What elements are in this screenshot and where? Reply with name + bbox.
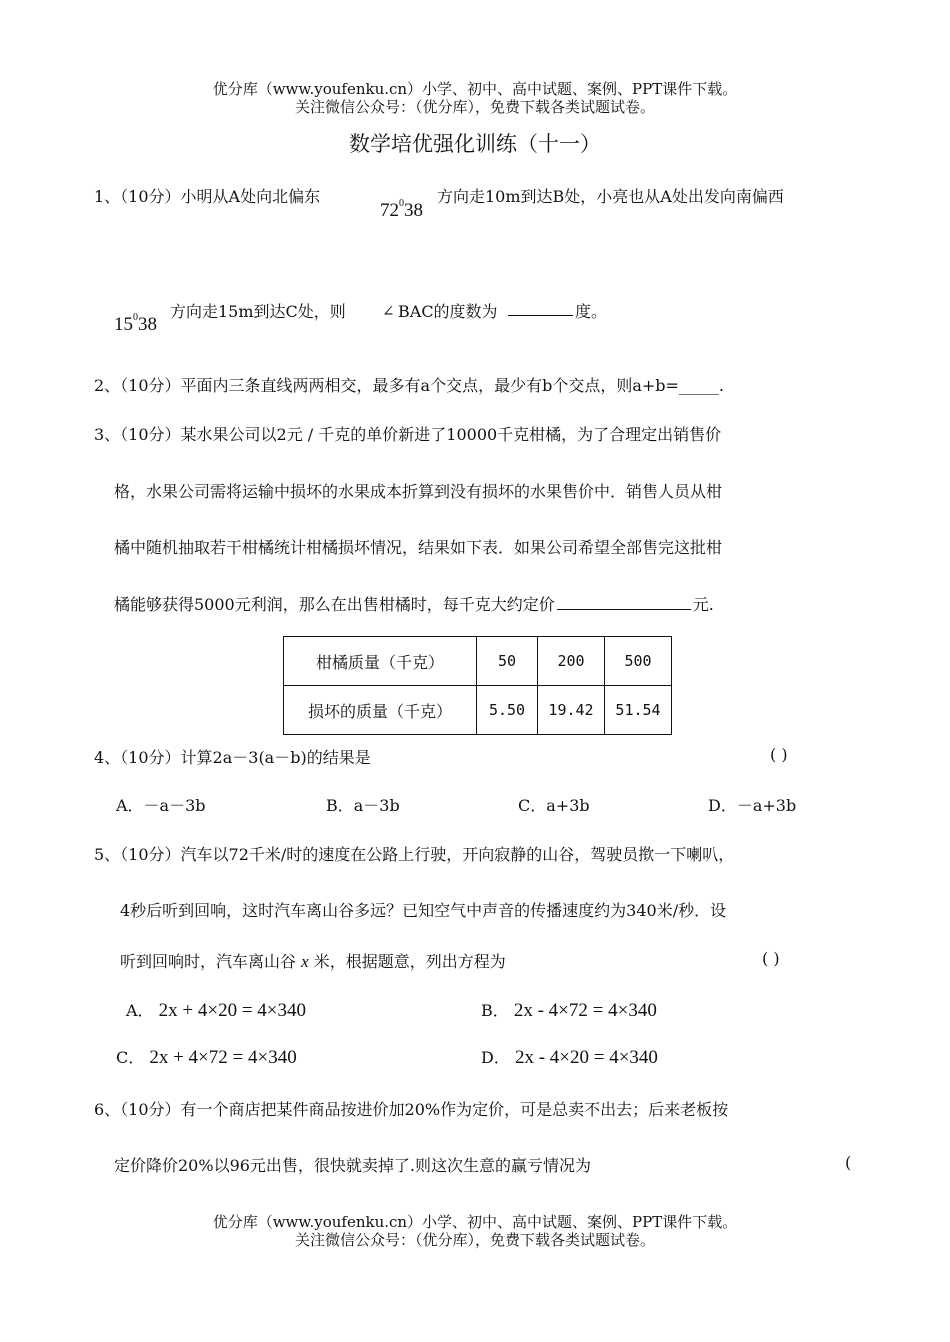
table-cell: 500 [605, 637, 672, 686]
q5-option-a [126, 998, 306, 1022]
table-cell: 损坏的质量（千克） [284, 686, 477, 735]
q4-option-a: A．－a－3b [116, 796, 206, 815]
q1-text-d: BAC的度数为 [398, 302, 498, 321]
header-line-1: 优分库（www.youfenku.cn）小学、初中、高中试题、案例、PPT课件下载。 [212, 80, 738, 98]
q1-angle-2-sup: 0 [133, 312, 138, 323]
q5-option-d [481, 1045, 658, 1069]
q6-line-1: 6、（10分）有一个商店把某件商品按进价加20%作为定价，可是总卖不出去；后来老板按 [94, 1100, 729, 1119]
q5-option-b-expr: 2x - 4×72 = 4×340 [513, 1000, 657, 1021]
q1-text-a: 1、（10分）小明从A处向北偏东 [94, 187, 321, 206]
q3-line-4b: 元. [692, 595, 714, 614]
q6-line-2: 定价降价20%以96元出售，很快就卖掉了.则这次生意的赢亏情况为 [114, 1156, 592, 1175]
q1-text-e: 度。 [575, 302, 608, 321]
table-cell: 19.42 [538, 686, 605, 735]
q5-line-3a: 听到回响时，汽车离山谷 [120, 952, 297, 971]
table-cell: 50 [477, 637, 538, 686]
q1-angle-1-min: 38 [404, 200, 423, 221]
table-cell: 51.54 [605, 686, 672, 735]
q3-line-1: 3、（10分）某水果公司以2元 / 千克的单价新进了10000千克柑橘，为了合理定出销售价 [94, 425, 722, 444]
q5-option-d-expr: 2x - 4×20 = 4×340 [514, 1047, 658, 1068]
table-row [284, 637, 672, 686]
table-cell: 柑橘质量（千克） [284, 637, 477, 686]
table-row [284, 686, 672, 735]
table-cell: 200 [538, 637, 605, 686]
footer-line-2: 关注微信公众号：（优分库），免费下载各类试题试卷。 [294, 1231, 655, 1249]
angle-sign-icon: ∠ [382, 302, 395, 320]
q1-angle-1 [380, 200, 423, 222]
header-line-2: 关注微信公众号：（优分库），免费下载各类试题试卷。 [294, 98, 655, 116]
q5-line-3b: 米，根据题意，列出方程为 [313, 952, 506, 971]
q5-option-c [116, 1045, 297, 1069]
q5-option-d-label: D． [481, 1048, 510, 1067]
q1-angle-2-min: 38 [138, 314, 157, 335]
q5-line-1: 5、（10分）汽车以72千米/时的速度在公路上行驶，开向寂静的山谷，驾驶员揿一下喇叭， [94, 845, 735, 864]
q1-angle-2-deg: 15 [114, 314, 133, 335]
q4-option-d: D．－a+3b [708, 796, 797, 815]
q4-answer-paren: ( ) [770, 745, 788, 764]
q4-option-b: B．a－3b [326, 796, 400, 815]
q1-answer-blank [508, 301, 573, 316]
q4-option-c: C．a+3b [518, 796, 590, 815]
q5-option-a-label: A． [126, 1001, 154, 1020]
q1-text-b: 方向走10m到达B处，小亮也从A处出发向南偏西 [437, 187, 784, 206]
q5-option-b [481, 998, 657, 1022]
question-2: 2、（10分）平面内三条直线两两相交，最多有a个交点，最少有b个交点，则a+b=_____. [94, 376, 725, 395]
table-cell: 5.50 [477, 686, 538, 735]
footer-line-1: 优分库（www.youfenku.cn）小学、初中、高中试题、案例、PPT课件下载。 [212, 1213, 738, 1231]
q3-line-2: 格，水果公司需将运输中损坏的水果成本折算到没有损坏的水果售价中．销售人员从柑 [114, 482, 723, 501]
q5-variable: x [301, 952, 309, 971]
q3-line-3: 橘中随机抽取若干柑橘统计柑橘损坏情况，结果如下表．如果公司希望全部售完这批柑 [114, 538, 723, 557]
q5-option-a-expr: 2x + 4×20 = 4×340 [158, 1000, 307, 1021]
q1-angle-1-deg: 72 [380, 200, 399, 221]
q1-angle-1-sup: 0 [399, 198, 404, 209]
q6-answer-paren: ( [845, 1153, 852, 1172]
q5-option-b-label: B． [481, 1001, 509, 1020]
q5-line-2: 4秒后听到回响，这时汽车离山谷多远？已知空气中声音的传播速度约为340米/秒．设 [120, 901, 727, 920]
q5-option-c-expr: 2x + 4×72 = 4×340 [149, 1047, 297, 1068]
q5-option-c-label: C． [116, 1048, 145, 1067]
q3-line-4 [114, 592, 714, 615]
q1-text-c: 方向走15m到达C处，则 [170, 302, 346, 321]
q3-line-4a: 橘能够获得5000元利润，那么在出售柑橘时，每千克大约定价 [114, 595, 555, 614]
q5-line-3 [120, 949, 506, 972]
q1-angle-2 [114, 314, 157, 336]
page-title: 数学培优强化训练（十一） [349, 132, 601, 156]
q3-answer-blank [557, 595, 691, 610]
q4-text: 4、（10分）计算2a－3(a－b)的结果是 [94, 748, 371, 767]
q5-answer-paren: ( ) [762, 949, 780, 968]
orange-damage-table [283, 636, 672, 735]
